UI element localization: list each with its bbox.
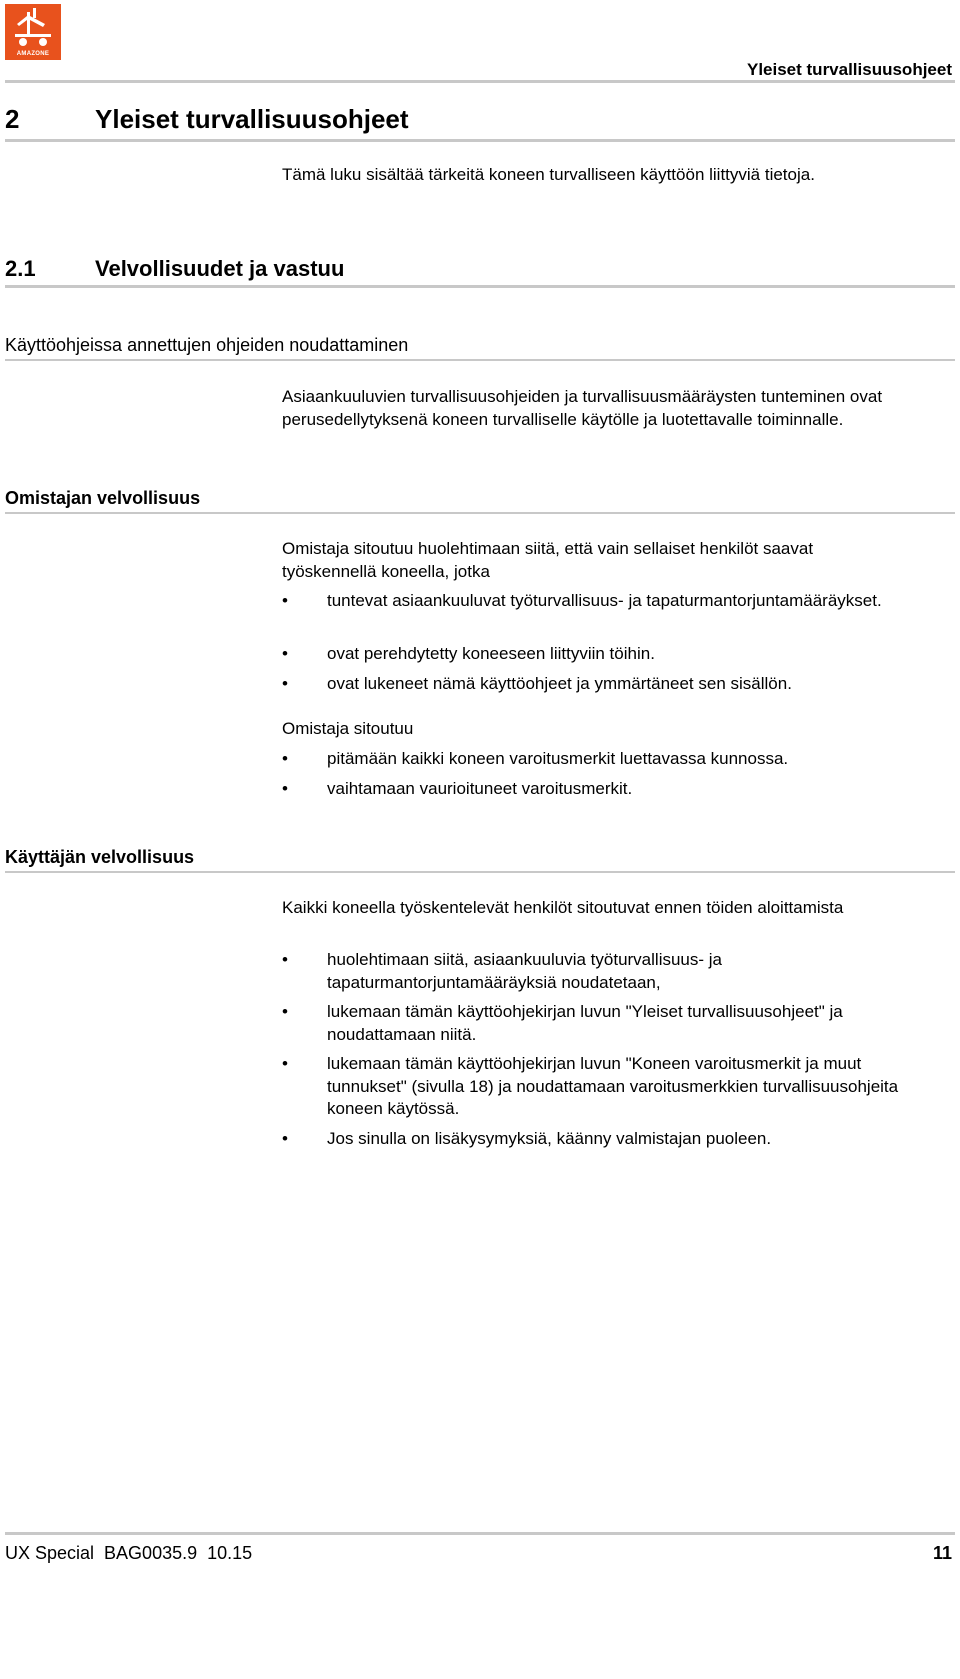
observing-rule <box>5 359 955 361</box>
header-rule <box>5 80 955 83</box>
bullet-icon: • <box>282 591 288 610</box>
user-rule <box>5 871 955 873</box>
observing-text: Asiaankuuluvien turvallisuusohjeiden ja turvallisuusmääräysten tunteminen ovat perusedellytyksenä koneen turvalliselle käytölle ja luotettavalle toiminnalle. <box>282 387 883 429</box>
section-title: Velvollisuudet ja vastuu <box>95 256 345 281</box>
running-head: Yleiset turvallisuusohjeet <box>746 60 952 79</box>
bullet-icon: • <box>282 674 288 693</box>
bullet-icon: • <box>282 749 288 768</box>
section-number: 2.1 <box>5 256 36 281</box>
amazone-logo <box>5 4 61 60</box>
chapter-title: Yleiset turvallisuusohjeet <box>95 104 409 134</box>
bullet-icon: • <box>282 1002 288 1021</box>
section-rule <box>5 285 955 288</box>
page-number: 11 <box>932 1543 952 1563</box>
chapter-heading <box>5 104 409 135</box>
bullet-icon: • <box>282 644 288 663</box>
section-heading <box>5 256 344 282</box>
owner-heading: Omistajan velvollisuus <box>5 488 201 508</box>
owner-intro-2: Omistaja sitoutuu <box>282 719 414 738</box>
farmer-icon <box>5 4 61 52</box>
bullet-icon: • <box>282 1054 288 1073</box>
observing-heading: Käyttöohjeissa annettujen ohjeiden noudattaminen <box>5 335 409 355</box>
footer-doc-id: UX Special BAG0035.9 10.15 <box>5 1543 253 1563</box>
logo-text: AMAZONE <box>16 51 50 57</box>
chapter-number: 2 <box>5 104 20 134</box>
user-heading: Käyttäjän velvollisuus <box>5 847 195 867</box>
owner-rule <box>5 512 955 514</box>
bullet-icon: • <box>282 779 288 798</box>
bullet-icon: • <box>282 950 288 969</box>
bullet-icon: • <box>282 1129 288 1148</box>
footer-rule <box>5 1532 955 1535</box>
chapter-intro: Tämä luku sisältää tärkeitä koneen turvalliseen käyttöön liittyviä tietoja. <box>282 165 815 184</box>
chapter-rule <box>5 139 955 142</box>
user-intro: Kaikki koneella työskentelevät henkilöt sitoutuvat ennen töiden aloittamista <box>282 898 844 917</box>
owner-intro: Omistaja sitoutuu huolehtimaan siitä, että vain sellaiset henkilöt saavat työskennellä koneella, jotka <box>282 539 814 581</box>
